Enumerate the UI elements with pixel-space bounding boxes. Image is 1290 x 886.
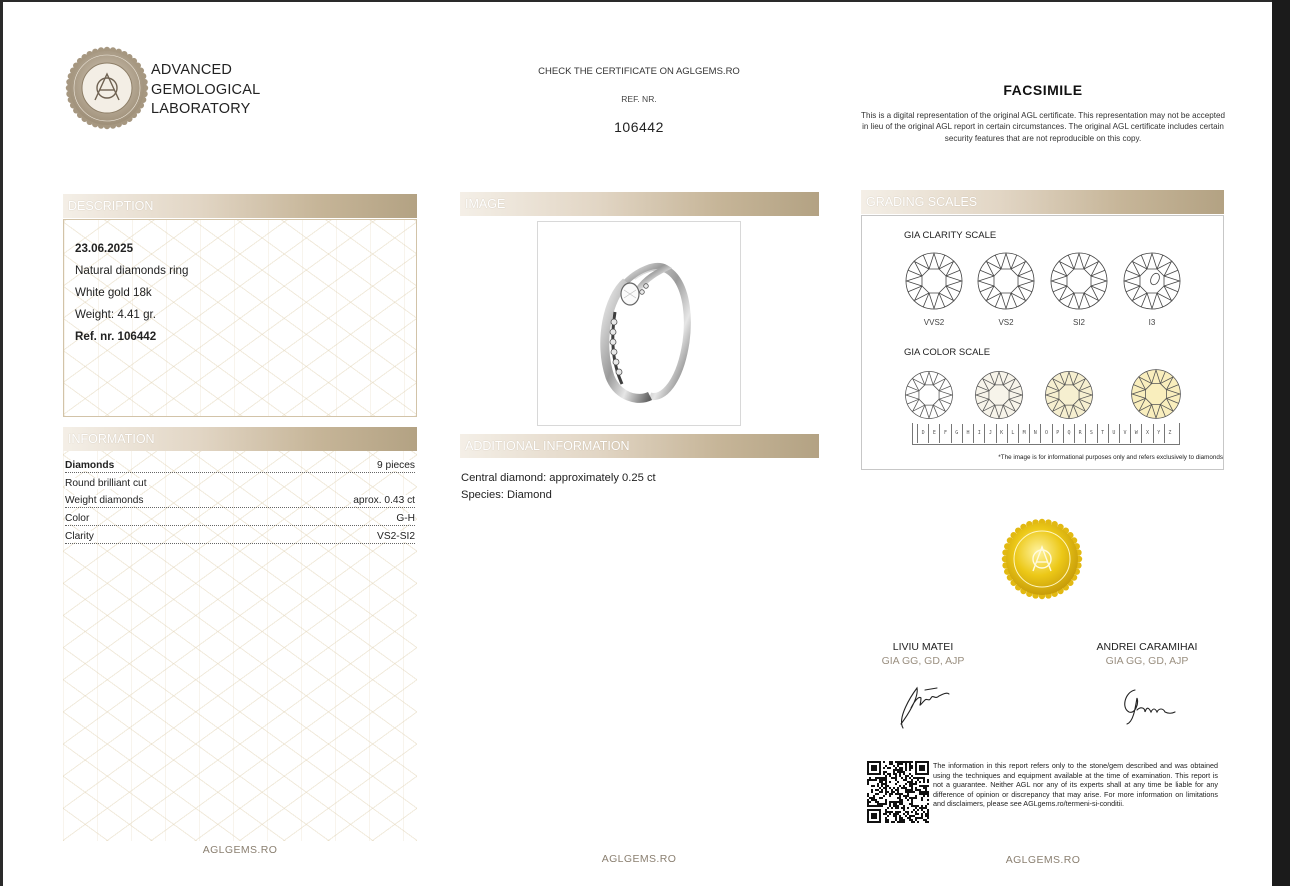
color-grade-cell: Z (1164, 424, 1175, 443)
metal-description: White gold 18k (75, 286, 152, 299)
color-grade-cell: T (1097, 424, 1108, 443)
ring-image-frame (537, 221, 741, 426)
color-grade-cell: H (962, 424, 973, 443)
check-certificate-text: CHECK THE CERTIFICATE ON AGLGEMS.RO (538, 66, 740, 77)
facsimile-notice (859, 82, 1227, 144)
image-header (460, 192, 819, 216)
color-grade-cell: N (1029, 424, 1040, 443)
signatory-1-credentials: GIA GG, GD, AJP (881, 655, 965, 667)
info-value: G-H (396, 513, 415, 524)
diamond-clarity-i3 (1121, 250, 1183, 312)
color-scale-ruler (912, 423, 1180, 445)
color-grade-cell: L (1007, 424, 1018, 443)
signatory-1-name: LIVIU MATEI (892, 641, 954, 653)
diamond-color-4 (1129, 367, 1183, 421)
clarity-label-vvs2: VVS2 (923, 318, 945, 327)
color-grade-cell: G (951, 424, 962, 443)
color-grade-cell: V (1119, 424, 1130, 443)
description-title: DESCRIPTION (68, 199, 154, 213)
info-row-color (65, 513, 415, 527)
diamond-color-1 (903, 369, 955, 421)
image-title: IMAGE (465, 197, 506, 211)
facsimile-text: This is a digital representation of the original AGL certificate. This representation may not be accepted in lieu of the original AGL report in certain circumstances. The original AGL certificate includes certain security features that are not reproducible on this copy. (861, 111, 1225, 143)
color-grade-cell: U (1108, 424, 1119, 443)
color-grade-cell: P (1052, 424, 1063, 443)
dotted-leader (65, 472, 415, 473)
additional-info-text (461, 470, 656, 503)
species-info: Species: Diamond (461, 488, 552, 501)
certificate-reference (503, 66, 775, 135)
description-details (75, 238, 188, 348)
info-value: aprox. 0.43 ct (353, 495, 415, 506)
brand-line-1: ADVANCED (151, 62, 233, 78)
grading-scales-header (861, 190, 1224, 214)
clarity-label-i3: I3 (1148, 318, 1156, 327)
color-grade-cell: R (1074, 424, 1085, 443)
agl-seal-logo (65, 46, 149, 130)
facsimile-title: FACSIMILE (1003, 82, 1083, 98)
footer-website-1[interactable]: AGLGEMS.RO (202, 844, 278, 856)
color-grade-cell: X (1141, 424, 1152, 443)
diamond-color-2 (973, 369, 1025, 421)
info-row-cut (65, 478, 415, 492)
color-scale-cells (917, 424, 1175, 443)
brand-line-2: GEMOLOGICAL (151, 81, 261, 98)
verification-qr-code[interactable] (867, 761, 929, 823)
color-grade-cell: Q (1063, 424, 1074, 443)
signature-1-image (891, 678, 953, 732)
dotted-leader (65, 543, 415, 544)
signatory-2 (1057, 641, 1237, 667)
ring-image (538, 222, 740, 425)
color-grade-cell: F (939, 424, 950, 443)
signatory-2-credentials: GIA GG, GD, AJP (1105, 655, 1189, 667)
brand-name (151, 61, 260, 120)
signatory-2-name: ANDREI CARAMIHAI (1096, 641, 1198, 653)
info-label: Weight diamonds (65, 495, 144, 506)
grading-scales-title: GRADING SCALES (866, 195, 978, 209)
color-grade-cell: J (984, 424, 995, 443)
info-row-clarity (65, 531, 415, 545)
info-value: VS2-SI2 (377, 531, 415, 542)
signatory-1 (833, 641, 1013, 667)
grading-note: *The image is for informational purposes only and refers exclusively to diamonds (998, 454, 1223, 461)
color-grade-cell: M (1018, 424, 1029, 443)
ref-label: REF. NR. (621, 94, 657, 104)
color-grade-cell: D (917, 424, 928, 443)
clarity-scale-title: GIA CLARITY SCALE (904, 230, 997, 241)
color-scale-title: GIA COLOR SCALE (904, 347, 991, 358)
info-value: 9 pieces (377, 460, 415, 471)
color-grade-cell: W (1130, 424, 1141, 443)
clarity-label-vs2: VS2 (998, 318, 1014, 327)
diamond-color-3 (1043, 369, 1095, 421)
color-grade-cell: S (1085, 424, 1096, 443)
info-row-diamonds (65, 460, 415, 474)
footer-website-2[interactable]: AGLGEMS.RO (601, 853, 677, 865)
clarity-label-si2: SI2 (1072, 318, 1085, 327)
description-header (63, 194, 417, 218)
additional-info-title: ADDITIONAL INFORMATION (465, 439, 630, 453)
dotted-leader (65, 507, 415, 508)
disclaimer-text: The information in this report refers only to the stone/gem described and was obtained using the techniques and equipment available at the time of examination. This report is not a guarantee. Neither AGL nor any of its experts shall at any time be liable for any difference of opinion or discrepancy that may arise. For more information on limitations and disclaimers, please see AGLgems.ro/termeni-si-conditii. (933, 761, 1218, 809)
information-header (63, 427, 417, 451)
brand-line-3: LABORATORY (151, 101, 251, 117)
dotted-leader (65, 525, 415, 526)
item-ref-number: Ref. nr. 106442 (75, 330, 157, 343)
central-diamond-info: Central diamond: approximately 0.25 ct (461, 472, 656, 484)
footer-website-3[interactable]: AGLGEMS.RO (1005, 854, 1081, 866)
signature-2-image (1115, 680, 1177, 730)
info-label: Clarity (65, 531, 94, 542)
info-label: Round brilliant cut (65, 478, 147, 489)
additional-info-header (460, 434, 819, 458)
color-grade-cell: K (996, 424, 1007, 443)
color-grade-cell: E (928, 424, 939, 443)
information-title: INFORMATION (68, 432, 155, 446)
information-box (63, 451, 417, 841)
color-grade-cell: O (1040, 424, 1051, 443)
info-row-weight (65, 495, 415, 509)
diamond-clarity-vvs2 (903, 250, 965, 312)
certificate-date: 23.06.2025 (75, 242, 134, 255)
color-grade-cell: I (973, 424, 984, 443)
diamond-clarity-si2 (1048, 250, 1110, 312)
gold-seal-icon (1000, 517, 1084, 601)
color-grade-cell: Y (1153, 424, 1164, 443)
info-label: Diamonds (65, 460, 115, 471)
diamond-clarity-vs2 (975, 250, 1037, 312)
ref-number: 106442 (614, 119, 664, 135)
info-label: Color (65, 513, 90, 524)
item-description: Natural diamonds ring (75, 264, 189, 277)
item-weight: Weight: 4.41 gr. (75, 308, 156, 321)
